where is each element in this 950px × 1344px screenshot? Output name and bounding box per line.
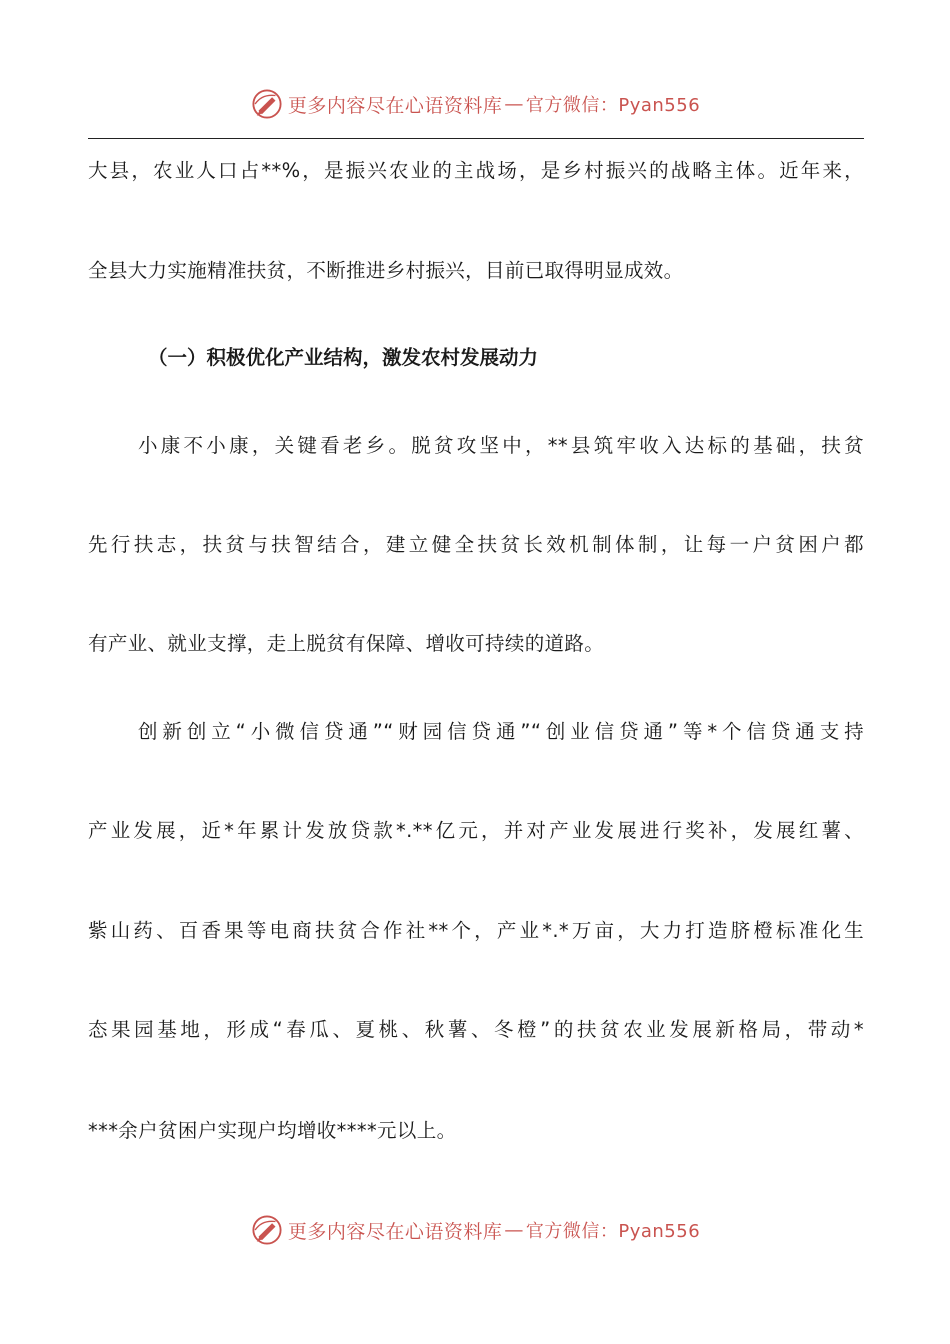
- para2-line-3: 紫山药、百香果等电商扶贫合作社**个，产业*.*万亩，大力打造脐橙标准化生: [88, 919, 864, 942]
- para1-line-2: 先行扶志，扶贫与扶智结合，建立健全扶贫长效机制体制，让每一户贫困户都: [88, 533, 864, 556]
- footer-contact-text: 官方微信：Pyan556: [525, 1221, 701, 1242]
- header-banner: [0, 84, 950, 124]
- header-separator: —: [504, 93, 524, 115]
- footer-brand-text: 更多内容尽在心语资料库: [287, 1220, 503, 1243]
- para2-line-5: ***余户贫困户实现户均增收****元以上。: [88, 1119, 457, 1142]
- para2-line-1: 创新创立“小微信贷通”“财园信贷通”“创业信贷通”等*个信贷通支持: [138, 720, 864, 743]
- pen-logo-icon: [250, 87, 284, 121]
- para2-line-2: 产业发展，近*年累计发放贷款*.**亿元，并对产业发展进行奖补，发展红薯、: [88, 819, 864, 842]
- para1-line-3: 有产业、就业支撑，走上脱贫有保障、增收可持续的道路。: [88, 632, 605, 655]
- intro-line-1: 大县，农业人口占**%，是振兴农业的主战场，是乡村振兴的战略主体。近年来，: [88, 159, 864, 182]
- section-heading: （一）积极优化产业结构，激发农村发展动力: [148, 346, 539, 369]
- header-divider: [88, 138, 864, 139]
- header-contact-text: 官方微信：Pyan556: [525, 95, 701, 116]
- para2-line-4: 态果园基地，形成“春瓜、夏桃、秋薯、冬橙”的扶贫农业发展新格局，带动*: [88, 1018, 864, 1041]
- footer-banner: [0, 1210, 950, 1250]
- intro-line-2: 全县大力实施精准扶贫，不断推进乡村振兴，目前已取得明显成效。: [88, 259, 684, 282]
- header-brand-text: 更多内容尽在心语资料库: [287, 94, 503, 117]
- footer-separator: —: [504, 1219, 524, 1241]
- pen-logo-icon: [250, 1213, 284, 1247]
- para1-line-1: 小康不小康，关键看老乡。脱贫攻坚中，**县筑牢收入达标的基础，扶贫: [138, 434, 864, 457]
